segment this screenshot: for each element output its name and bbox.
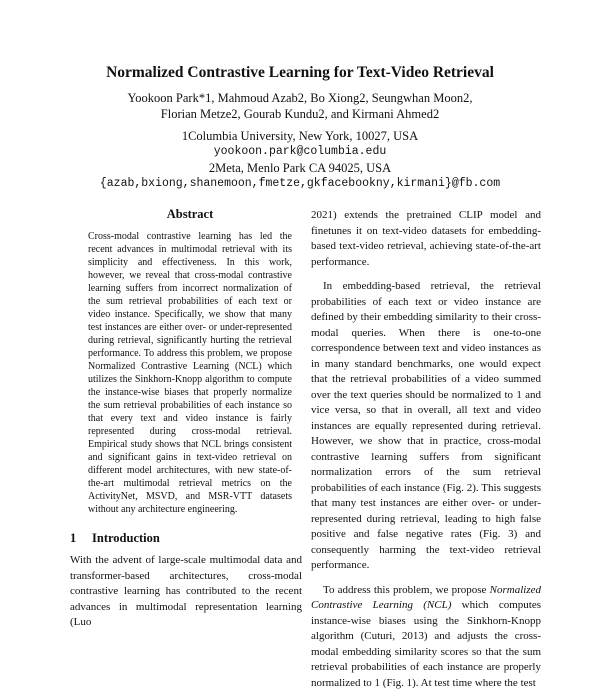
email-columbia: yookoon.park@columbia.edu (0, 144, 600, 160)
right-column (311, 208, 541, 691)
authors-line-1: Yookoon Park*1, Mahmoud Azab2, Bo Xiong2, Seungwhan Moon2, (0, 90, 600, 106)
authors-line-2: Florian Metze2, Gourab Kundu2, and Kirmani Ahmed2 (0, 106, 600, 122)
introduction-body (70, 553, 302, 631)
introduction-paragraph: With the advent of large-scale multimodal data and transformer-based architectures, cross-modal contrastive learning has contributed to the recent advances in multimodal representation learning (Luo (70, 553, 302, 631)
ncl-text-post: which computes instance-wise biases using the Sinkhorn-Knopp algorithm (Cuturi, 2013) and adjusts the cross-modal embedding similarity scores so that the sum retrieval probabilities of each instance are properly normalized to 1 (Fig. 1). At test time where the test (311, 599, 541, 689)
ncl-term: Normalized Contrastive Learning (NCL) (311, 584, 541, 612)
affiliation-columbia: 1Columbia University, New York, 10027, USA (0, 128, 600, 144)
affiliations (0, 128, 600, 192)
ncl-text-pre: To address this problem, we propose (323, 584, 490, 596)
section-number: 1 (70, 531, 92, 546)
paper-title: Normalized Contrastive Learning for Text-Video Retrieval (0, 64, 600, 82)
paragraph-clip-extension: 2021) extends the pretrained CLIP model and finetunes it on text-video datasets for embedding-based text-video retrieval, achieving state-of-the-art performance. (311, 208, 541, 270)
section-heading-introduction (70, 531, 310, 546)
section-title: Introduction (92, 531, 160, 545)
paragraph-embedding-retrieval: In embedding-based retrieval, the retrieval probabilities of each text or video instance are defined by their embedding similarity to their cross-modal queries. When there is one-to-one correspondence between text and video instances as in many standard benchmarks, one would expect that the retrieval probabilities of a video summed over the text queries should be normalized to 1 and vice versa, so that in overall, all text and video instances are equally represented during retrieval. However, we show that in practice, cross-modal contrastive learning suffers from significant normalization errors of the sum retrieval probabilities of each instance (Fig. 2). This suggests that many test instances are either over- or under-represented during retrieval, leading to high false positive and false negative rates (Fig. 3) and consequently harming the text-video retrieval performance. (311, 279, 541, 574)
email-meta: {azab,bxiong,shanemoon,fmetze,gkfacebookny,kirmani}@fb.com (0, 176, 600, 192)
affiliation-meta: 2Meta, Menlo Park CA 94025, USA (0, 160, 600, 176)
abstract-body (88, 230, 292, 516)
abstract-heading: Abstract (70, 207, 310, 222)
abstract-text: Cross-modal contrastive learning has led the recent advances in multimodal retrieval with its simplicity and effectiveness. In this work, however, we reveal that cross-modal contrastive learning suffers from incorrect normalization of the sum retrieval probabilities of each text or video instance. Specifically, we show that many test instances are either over- or under-represented during retrieval, significantly hurting the retrieval performance. To address this problem, we propose Normalized Contrastive Learning (NCL) which utilizes the Sinkhorn-Knopp algorithm to compute the instance-wise biases that properly normalize the sum retrieval probabilities of each instance so that every text and video instance is fairly represented during cross-modal retrieval. Empirical study shows that NCL brings consistent and significant gains in text-video retrieval on different model architectures, with new state-of-the-art multimodal retrieval metrics on the ActivityNet, MSVD, and MSR-VTT datasets without any architecture engineering. (88, 230, 292, 516)
paragraph-ncl-proposal (311, 583, 541, 691)
author-list (0, 90, 600, 122)
